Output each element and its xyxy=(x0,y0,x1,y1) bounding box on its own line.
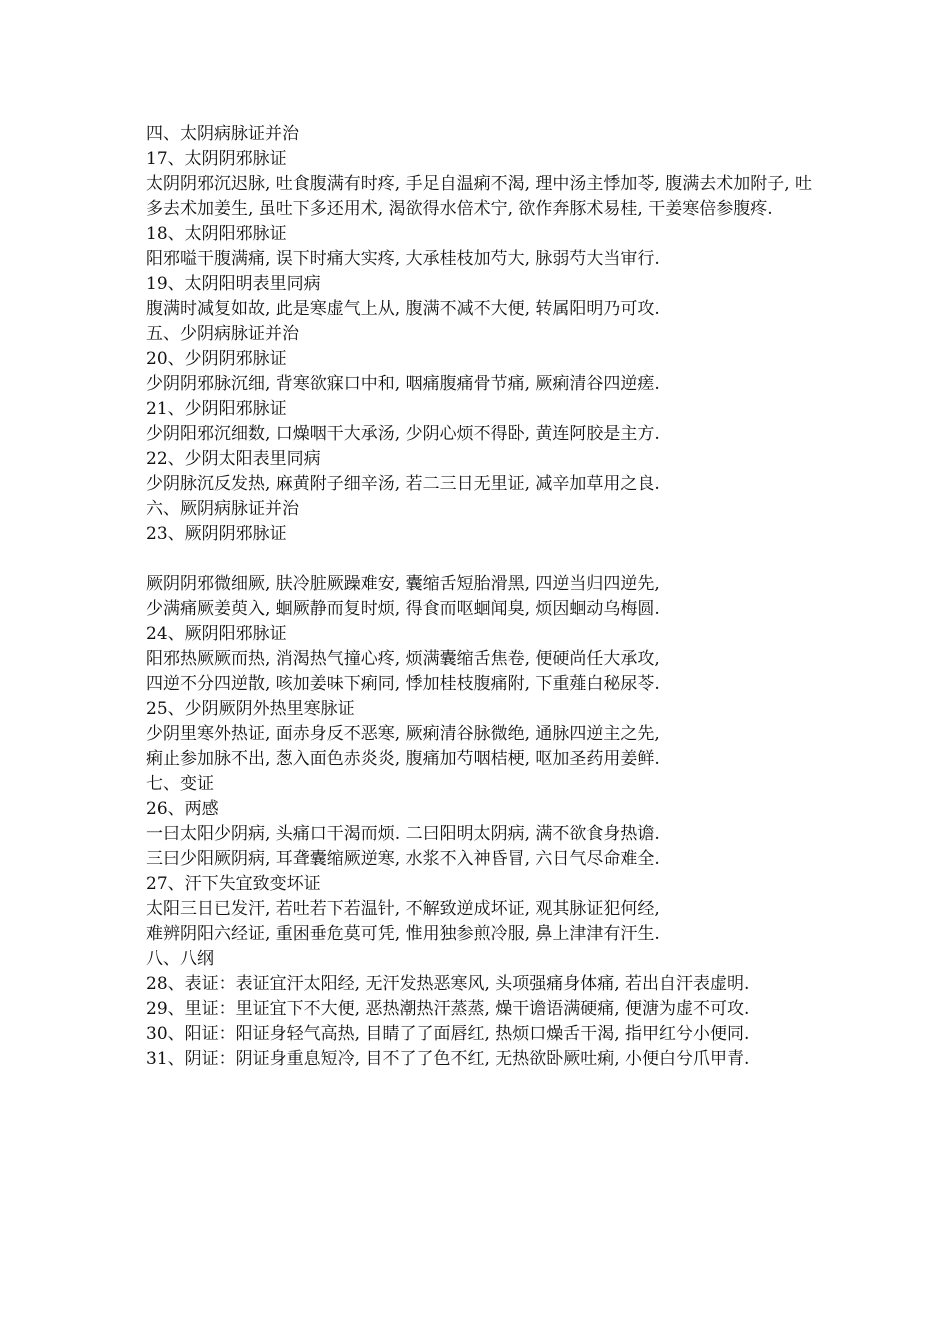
section-heading-5: 五、少阴病脉证并治 xyxy=(146,324,299,344)
blank-line xyxy=(146,547,816,572)
item-30-yang: 30、阳证：阳证身轻气高热, 目睛了了面唇红, 热烦口燥舌干渴, 指甲红兮小便同. xyxy=(146,1024,750,1044)
section-heading-8: 八、八纲 xyxy=(146,949,214,969)
verse-20: 少阴阴邪脉沉细, 背寒欲寐口中和, 咽痛腹痛骨节痛, 厥痢清谷四逆瘥. xyxy=(146,374,660,394)
verse-27-line-2: 难辨阴阳六经证, 重困垂危莫可凭, 惟用独参煎冷服, 鼻上津津有汗生. xyxy=(146,924,660,944)
item-29-interior: 29、里证：里证宜下不大便, 恶热潮热汗蒸蒸, 燥干谵语满硬痛, 便溏为虚不可攻. xyxy=(146,999,750,1019)
verse-25-line-2: 痢止参加脉不出, 葱入面色赤炎炎, 腹痛加芍咽桔梗, 呕加圣药用姜鲜. xyxy=(146,749,660,769)
item-heading-26: 26、两感 xyxy=(146,799,219,819)
item-heading-18: 18、太阴阳邪脉证 xyxy=(146,224,287,244)
section-heading-6: 六、厥阴病脉证并治 xyxy=(146,499,299,519)
section-heading-7: 七、变证 xyxy=(146,774,214,794)
verse-24-line-2: 四逆不分四逆散, 咳加姜味下痢同, 悸加桂枝腹痛附, 下重薤白秘尿苓. xyxy=(146,674,660,694)
verse-25-line-1: 少阴里寒外热证, 面赤身反不恶寒, 厥痢清谷脉微绝, 通脉四逆主之先, xyxy=(146,724,660,744)
verse-22: 少阴脉沉反发热, 麻黄附子细辛汤, 若二三日无里证, 减辛加草用之良. xyxy=(146,474,660,494)
verse-21: 少阴阳邪沉细数, 口燥咽干大承汤, 少阴心烦不得卧, 黄连阿胶是主方. xyxy=(146,424,660,444)
item-heading-21: 21、少阴阳邪脉证 xyxy=(146,399,287,419)
item-heading-17: 17、太阴阴邪脉证 xyxy=(146,149,287,169)
verse-26-line-1: 一曰太阳少阴病, 头痛口干渴而烦. 二曰阳明太阴病, 满不欲食身热谵. xyxy=(146,824,660,844)
item-heading-22: 22、少阴太阳表里同病 xyxy=(146,449,321,469)
item-31-yin: 31、阴证：阴证身重息短冷, 目不了了色不红, 无热欲卧厥吐痢, 小便白兮爪甲青. xyxy=(146,1049,750,1069)
verse-23-line-2: 少满痛厥姜萸入, 蛔厥静而复时烦, 得食而呕蛔闻臭, 烦因蛔动乌梅圆. xyxy=(146,599,660,619)
item-heading-25: 25、少阴厥阴外热里寒脉证 xyxy=(146,699,355,719)
verse-19: 腹满时减复如故, 此是寒虚气上从, 腹满不减不大便, 转属阳明乃可攻. xyxy=(146,299,660,319)
item-heading-23: 23、厥阴阴邪脉证 xyxy=(146,524,287,544)
verse-17: 太阴阴邪沉迟脉, 吐食腹满有时疼, 手足自温痢不渴, 理中汤主悸加苓, 腹满去术加附子, 吐多去术加姜生, 虽吐下多还用术, 渴欲得水倍术宁, 欲作奔豚术易桂, 干姜寒倍参腹疼. xyxy=(146,174,813,219)
section-heading-4: 四、太阴病脉证并治 xyxy=(146,124,299,144)
document-page xyxy=(146,122,816,1072)
item-heading-20: 20、少阴阴邪脉证 xyxy=(146,349,287,369)
verse-27-line-1: 太阳三日已发汗, 若吐若下若温针, 不解致逆成坏证, 观其脉证犯何经, xyxy=(146,899,660,919)
verse-23-line-1: 厥阴阴邪微细厥, 肤冷脏厥躁难安, 囊缩舌短胎滑黑, 四逆当归四逆先, xyxy=(146,574,660,594)
verse-18: 阳邪嗌干腹满痛, 误下时痛大实疼, 大承桂枝加芍大, 脉弱芍大当审行. xyxy=(146,249,660,269)
item-heading-27: 27、汗下失宜致变坏证 xyxy=(146,874,321,894)
verse-24-line-1: 阳邪热厥厥而热, 消渴热气撞心疼, 烦满囊缩舌焦卷, 便硬尚任大承攻, xyxy=(146,649,660,669)
item-heading-24: 24、厥阴阳邪脉证 xyxy=(146,624,287,644)
verse-26-line-2: 三曰少阳厥阴病, 耳聋囊缩厥逆寒, 水浆不入神昏冒, 六日气尽命难全. xyxy=(146,849,660,869)
item-heading-19: 19、太阴阳明表里同病 xyxy=(146,274,321,294)
item-28-exterior: 28、表证：表证宜汗太阳经, 无汗发热恶寒风, 头项强痛身体痛, 若出自汗表虚明. xyxy=(146,974,750,994)
